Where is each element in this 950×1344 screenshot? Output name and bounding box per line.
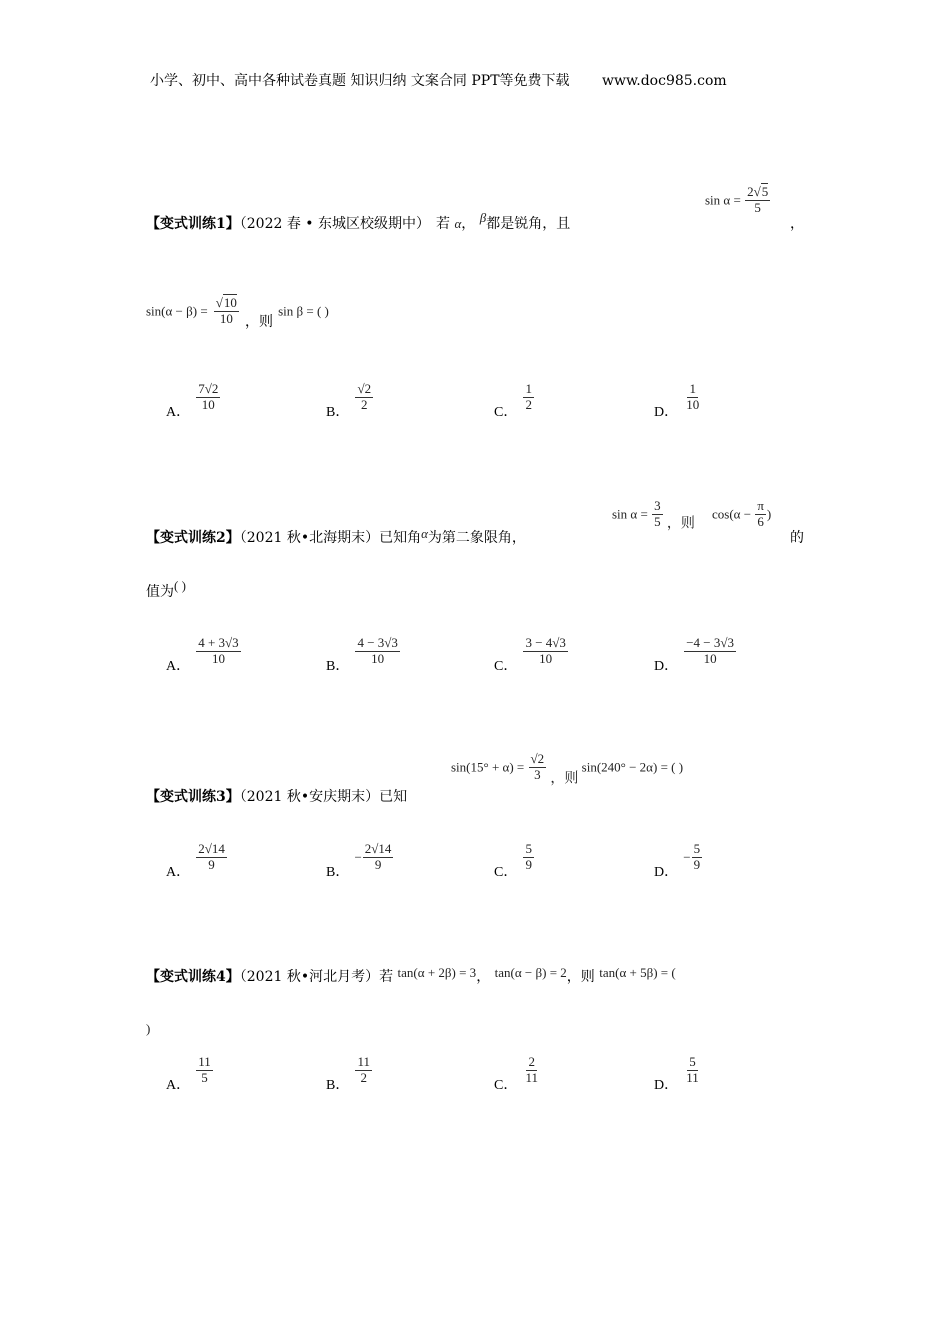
option-num: √2: [357, 381, 372, 396]
option-fraction: [523, 842, 534, 873]
q2-cos-formula: [712, 499, 771, 530]
q3-option-c[interactable]: [494, 842, 535, 881]
option-num: −4 − 3√3: [686, 635, 735, 650]
q1-ask: sin β = ( ): [278, 303, 329, 319]
option-den: 9: [208, 856, 215, 872]
q4-option-d[interactable]: [654, 1055, 702, 1094]
q2-option-d[interactable]: [654, 636, 737, 675]
q1-text2: 都是锐角，且: [486, 216, 571, 232]
option-fraction: [196, 1055, 213, 1086]
q2-cos-num: π: [757, 498, 764, 513]
option-num: 2√14: [198, 841, 225, 856]
q2-cos-close: ): [766, 506, 772, 522]
q1-option-d[interactable]: [654, 382, 702, 421]
option-den: 10: [703, 650, 717, 666]
option-sign: −: [354, 849, 362, 865]
option-num: 2√14: [364, 841, 392, 856]
q2-sin-formula: [612, 499, 695, 532]
option-num: 4 − 3√3: [357, 635, 398, 650]
option-fraction: [523, 636, 567, 667]
q4-option-c[interactable]: [494, 1055, 541, 1094]
option-fraction: [363, 842, 394, 873]
q1-line2-fraction: $\frac{√10}{10}$: [215, 295, 237, 326]
option-label: C．: [494, 1077, 518, 1093]
q1-beta: β: [479, 210, 487, 225]
option-fraction: [523, 382, 534, 413]
option-num: 5: [525, 841, 532, 856]
option-den: 10: [371, 650, 385, 666]
option-den: 10: [211, 650, 225, 666]
q2-source: （2021 秋•北海期末）: [239, 530, 380, 546]
option-num: 3 − 4√3: [525, 635, 566, 650]
option-sign: −: [683, 849, 691, 865]
q3-option-a[interactable]: [166, 842, 228, 881]
q3-num: √2: [530, 751, 545, 766]
q4-option-b[interactable]: [326, 1055, 373, 1094]
option-den: 11: [686, 1069, 699, 1085]
q4-text1: 若: [379, 969, 394, 985]
q1-line1: [146, 210, 571, 233]
q2-option-c[interactable]: [494, 636, 569, 675]
option-den: 11: [525, 1069, 538, 1085]
option-label: B．: [326, 404, 350, 420]
q2-sin-fraction: [652, 499, 663, 530]
q2-alpha: α: [421, 526, 428, 541]
option-label: D．: [654, 404, 679, 420]
q2-text2: 为第二象限角，: [427, 530, 526, 546]
option-label: D．: [654, 658, 679, 674]
option-den: 9: [374, 856, 382, 872]
option-num: 1: [689, 381, 696, 396]
q2-cos-lhs: cos(α −: [712, 506, 752, 522]
option-fraction: [355, 1055, 372, 1086]
option-fraction: [196, 636, 240, 667]
q1-sin-alpha-lhs: sin α =: [705, 192, 741, 208]
option-fraction: [684, 636, 736, 667]
q1-line2-radicand: 10: [223, 295, 237, 310]
option-label: A．: [166, 1077, 191, 1093]
q1-sin-alpha-radicand: 5: [761, 184, 769, 199]
option-den: 10: [686, 396, 700, 412]
option-den: 9: [525, 856, 532, 872]
option-den: 2: [360, 1069, 367, 1085]
q4-close: ): [146, 1021, 151, 1036]
option-label: D．: [654, 1077, 679, 1093]
q2-option-b[interactable]: [326, 636, 401, 675]
q1-source: （2022 春 • 东城区校级期中）: [239, 216, 430, 232]
q2-line1: [146, 527, 526, 547]
option-num: 4 + 3√3: [198, 635, 239, 650]
q4-then: ，则: [566, 969, 595, 985]
option-label: A．: [166, 864, 191, 880]
option-label: B．: [326, 864, 350, 880]
q1-option-b[interactable]: [326, 382, 374, 421]
q3-source: （2021 秋•安庆期末）: [239, 789, 380, 805]
q2-paren: ( ): [174, 578, 186, 593]
q1-text1: 若: [436, 216, 450, 232]
option-fraction: [523, 1055, 540, 1086]
option-label: B．: [326, 658, 350, 674]
option-label: D．: [654, 864, 679, 880]
q1-sin-alpha-formula: [705, 185, 771, 216]
option-num: 11: [357, 1054, 370, 1069]
option-num: 7√2: [198, 381, 219, 396]
option-fraction: [684, 1055, 701, 1086]
q2-sin-num: 3: [654, 498, 661, 513]
option-label: C．: [494, 864, 518, 880]
q2-line2: [146, 578, 186, 601]
q2-option-a[interactable]: [166, 636, 242, 675]
option-fraction: [684, 382, 701, 413]
q1-option-a[interactable]: [166, 382, 221, 421]
q3-tag: 【变式训练3】: [146, 789, 240, 805]
q3-then: ，则: [550, 770, 579, 787]
option-fraction: [196, 382, 220, 413]
q3-given-formula: [451, 752, 683, 787]
q3-ask: sin(240° − 2α) = ( ): [581, 759, 684, 775]
option-den: 10: [539, 650, 553, 666]
q4-comma: ，: [476, 969, 491, 985]
option-num: 11: [198, 1054, 211, 1069]
q1-line2-lhs: sin(α − β) =: [146, 303, 208, 319]
q4-source: （2021 秋•河北月考）: [239, 969, 380, 985]
q1-comma2: ，: [790, 216, 804, 232]
q2-line2-text: 值为: [146, 584, 174, 600]
option-den: 9: [693, 856, 701, 872]
q3-text1: 已知: [379, 789, 408, 805]
q4-option-a[interactable]: [166, 1055, 214, 1094]
option-fraction: [196, 842, 227, 873]
q2-text1: 已知角: [379, 530, 422, 546]
option-label: C．: [494, 404, 518, 420]
q2-then: ，则: [666, 515, 695, 532]
q4-ask: tan(α + 5β) = (: [599, 965, 676, 980]
q4-line1: [146, 966, 676, 986]
option-fraction: [692, 842, 703, 873]
option-label: A．: [166, 658, 191, 674]
q4-tag: 【变式训练4】: [146, 969, 240, 985]
q3-option-b[interactable]: [326, 842, 394, 881]
q1-option-c[interactable]: [494, 382, 535, 421]
q1-tag: 【变式训练1】: [146, 216, 240, 232]
option-label: B．: [326, 1077, 350, 1093]
q2-tag: 【变式训练2】: [146, 530, 240, 546]
option-den: 2: [525, 396, 532, 412]
q1-line2: [146, 296, 329, 331]
option-den: 10: [201, 396, 215, 412]
header-site-link[interactable]: www.doc985.com: [601, 73, 727, 89]
option-fraction: [355, 382, 373, 413]
q4-eq2: tan(α − β) = 2: [494, 965, 567, 980]
q1-sin-alpha-coef: 2: [747, 184, 754, 199]
q3-option-d[interactable]: [654, 842, 703, 881]
q2-sin-lhs: sin α =: [612, 506, 648, 522]
option-fraction: [355, 636, 399, 667]
q1-line2-den: 10: [219, 310, 233, 326]
option-num: 5: [689, 1054, 696, 1069]
q1-sin-alpha-fraction: $\frac{2√5}{5}$: [747, 184, 769, 215]
option-den: 2: [361, 396, 368, 412]
q4-eq1: tan(α + 2β) = 3: [397, 965, 477, 980]
q3-lhs: sin(15° + α) =: [451, 759, 525, 775]
q3-fraction: [529, 752, 547, 783]
q3-den: 3: [534, 766, 541, 782]
option-num: 1: [525, 381, 532, 396]
header-text: 小学、初中、高中各种试卷真题 知识归纳 文案合同 PPT等免费下载: [150, 73, 570, 89]
q2-cos-den: 6: [757, 513, 764, 529]
option-num: 5: [693, 841, 701, 856]
q1-then: ，则: [245, 313, 273, 330]
q1-comma1: ，: [461, 216, 476, 232]
q1-alpha: α: [454, 216, 462, 231]
option-label: C．: [494, 658, 518, 674]
q1-sin-alpha-den: 5: [754, 199, 761, 215]
q3-line1: [146, 786, 407, 806]
page-header: [150, 70, 727, 90]
q2-cos-fraction: [755, 499, 766, 530]
option-num: 2: [528, 1054, 535, 1069]
q2-text3: 的: [790, 530, 804, 546]
q2-sin-den: 5: [654, 513, 661, 529]
option-den: 5: [201, 1069, 208, 1085]
option-label: A．: [166, 404, 191, 420]
